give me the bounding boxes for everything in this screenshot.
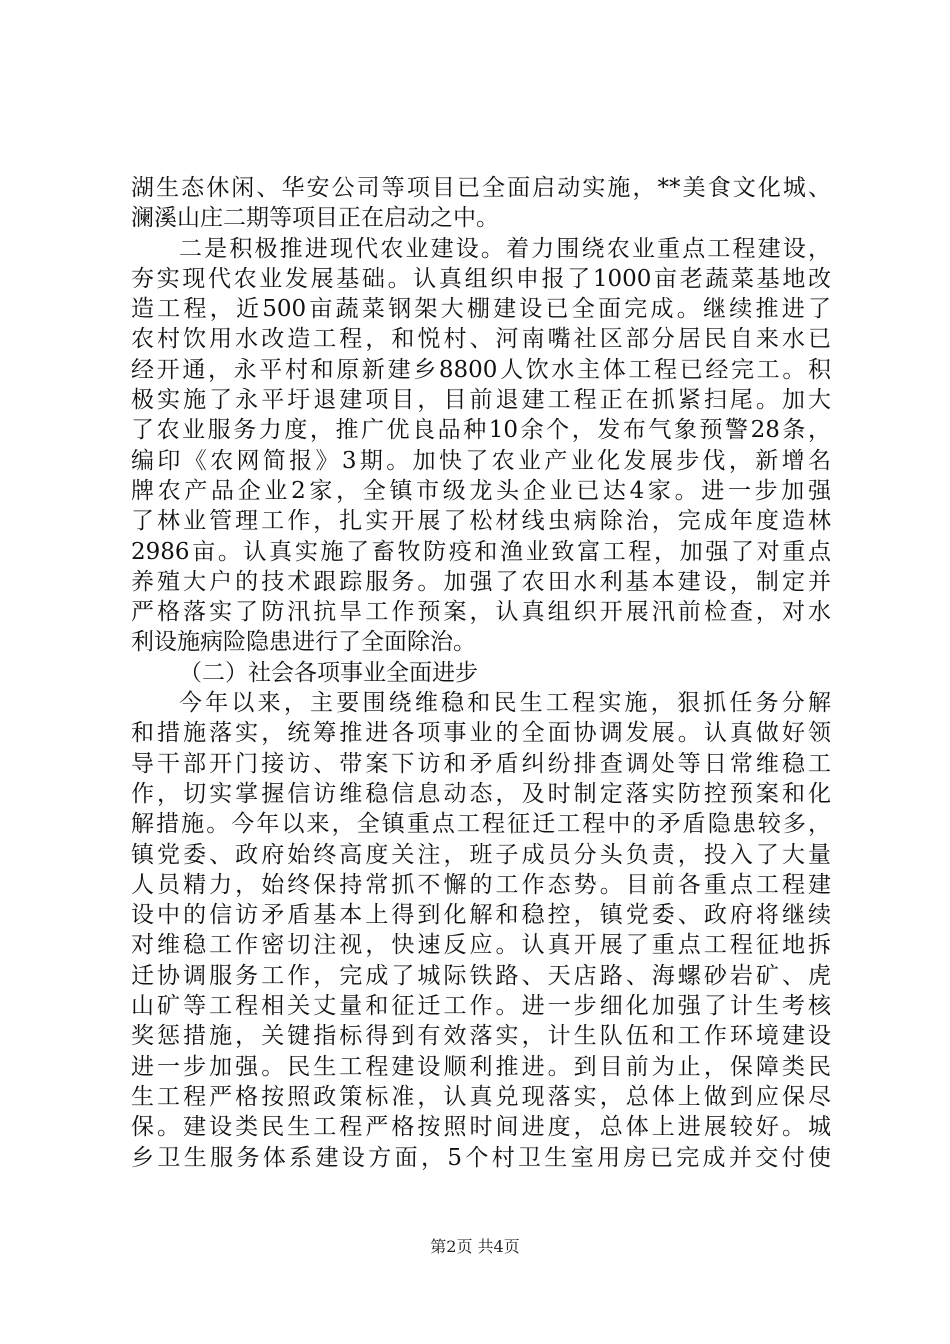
text-line: 造工程，近500亩蔬菜钢架大棚建设已全面完成。继续推进了 (131, 296, 831, 323)
text-line: 严格落实了防汛抗旱工作预案，认真组织开展汛前检查，对水 (131, 599, 831, 626)
text-line: 生工程严格按照政策标准，认真兑现落实，总体上做到应保尽 (131, 1083, 831, 1110)
text-line: 了农业服务力度，推广优良品种10余个，发布气象预警28条， (131, 417, 831, 444)
text-line: 经开通，永平村和原新建乡8800人饮水主体工程已经完工。积 (131, 356, 831, 383)
text-line: 人员精力，始终保持常抓不懈的工作态势。目前各重点工程建 (131, 871, 831, 898)
text-line: 和措施落实，统筹推进各项事业的全面协调发展。认真做好领 (131, 720, 831, 747)
text-line: 牌农产品企业2家，全镇市级龙头企业已达4家。进一步加强 (131, 477, 831, 504)
text-line: 澜溪山庄二期等项目正在启动之中。 (131, 205, 499, 232)
text-line: 导干部开门接访、带案下访和矛盾纠纷排查调处等日常维稳工 (131, 750, 831, 777)
text-line: 极实施了永平圩退建项目，目前退建工程正在抓紧扫尾。加大 (131, 387, 831, 414)
text-line: 乡卫生服务体系建设方面，5个村卫生室用房已完成并交付使 (131, 1144, 831, 1171)
body-text (131, 173, 831, 1173)
text-line: 了林业管理工作，扎实开展了松材线虫病除治，完成年度造林 (131, 508, 831, 535)
text-line: 镇党委、政府始终高度关注，班子成员分头负责，投入了大量 (131, 841, 831, 868)
text-line: 山矿等工程相关丈量和征迁工作。进一步细化加强了计生考核 (131, 993, 831, 1020)
text-line: 奖惩措施，关键指标得到有效落实，计生队伍和工作环境建设 (131, 1023, 831, 1050)
text-line: 解措施。今年以来，全镇重点工程征迁工程中的矛盾隐患较多， (131, 811, 831, 838)
text-line: 保。建设类民生工程严格按照时间进度，总体上进展较好。城 (131, 1114, 831, 1141)
section-heading: （二）社会各项事业全面进步 (179, 659, 478, 686)
text-line: 2986亩。认真实施了畜牧防疫和渔业致富工程，加强了对重点 (131, 538, 831, 565)
page-number-footer: 第2页 共4页 (430, 1237, 520, 1256)
text-line: 对维稳工作密切注视，快速反应。认真开展了重点工程征地拆 (131, 932, 831, 959)
text-line: 夯实现代农业发展基础。认真组织申报了1000亩老蔬菜基地改 (131, 265, 831, 292)
text-line: 二是积极推进现代农业建设。着力围绕农业重点工程建设， (179, 235, 831, 262)
text-line: 作，切实掌握信访维稳信息动态，及时制定落实防控预案和化 (131, 780, 831, 807)
text-line: 设中的信访矛盾基本上得到化解和稳控，镇党委、政府将继续 (131, 902, 831, 929)
text-line: 养殖大户的技术跟踪服务。加强了农田水利基本建设，制定并 (131, 568, 831, 595)
text-line: 编印《农网简报》3期。加快了农业产业化发展步伐，新增名 (131, 447, 831, 474)
text-line: 迁协调服务工作，完成了城际铁路、天店路、海螺砂岩矿、虎 (131, 962, 831, 989)
text-line: 湖生态休闲、华安公司等项目已全面启动实施，**美食文化城、 (131, 175, 831, 201)
text-line: 农村饮用水改造工程，和悦村、河南嘴社区部分居民自来水已 (131, 326, 831, 353)
text-line: 利设施病险隐患进行了全面除治。 (131, 629, 476, 656)
text-line: 今年以来，主要围绕维稳和民生工程实施，狠抓任务分解 (179, 690, 831, 717)
text-line: 进一步加强。民生工程建设顺利推进。到目前为止，保障类民 (131, 1053, 831, 1080)
